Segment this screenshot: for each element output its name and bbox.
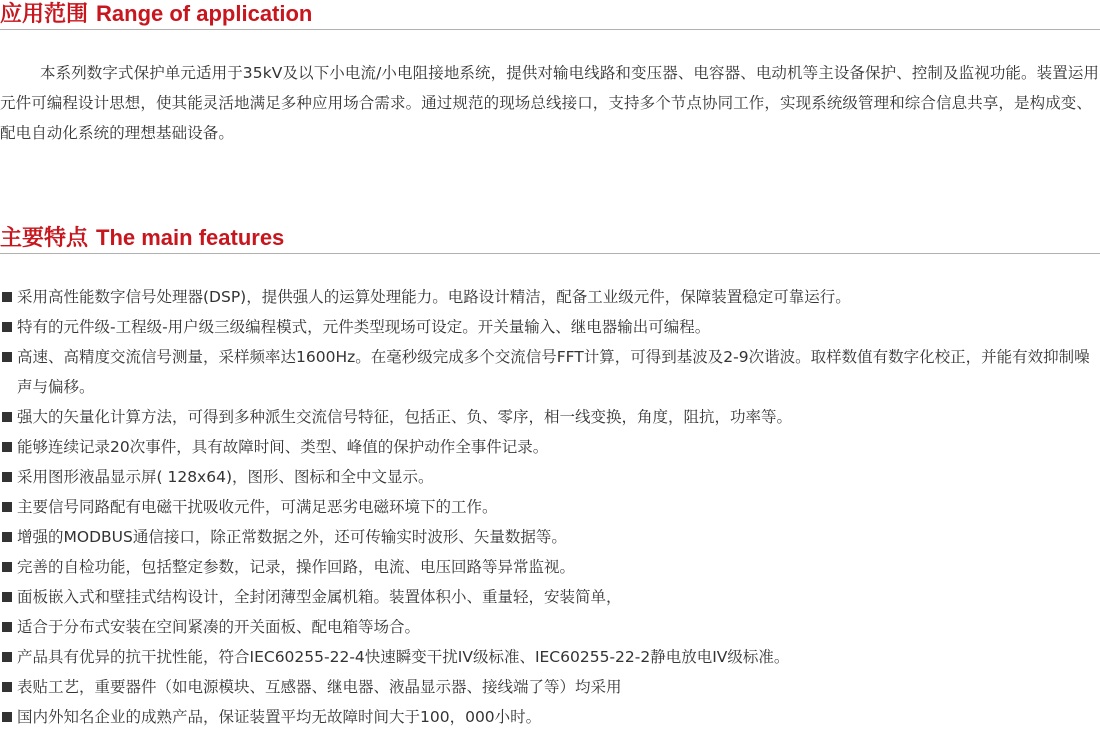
main-features-section — [0, 224, 1100, 726]
heading-divider — [0, 29, 1100, 30]
section-header — [0, 0, 1100, 30]
feature-item — [0, 642, 1100, 672]
feature-text: 高速、高精度交流信号测量，采样频率达1600Hz。在毫秒级完成多个交流信号FFT计算，可得到基波及2-9次谐波。取样数值有数字化校正，并能有效抑制噪声与偏移。 — [17, 348, 1090, 396]
feature-text: 表贴工艺，重要器件（如电源模块、互感器、继电器、液晶显示器、接线端了等）均采用 — [17, 678, 622, 696]
feature-text: 增强的MODBUS通信接口，除正常数据之外，还可传输实时波形、矢量数据等。 — [17, 528, 567, 546]
square-bullet-icon — [2, 652, 12, 662]
feature-text: 采用高性能数字信号处理器(DSP)，提供强人的运算处理能力。电路设计精洁，配备工业级元件，保障装置稳定可靠运行。 — [17, 288, 851, 306]
feature-text: 产品具有优异的抗干扰性能，符合IEC60255-22-4快速瞬变干扰IV级标准、IEC60255-22-2静电放电IV级标准。 — [17, 648, 790, 666]
square-bullet-icon — [2, 532, 12, 542]
square-bullet-icon — [2, 322, 12, 332]
feature-item — [0, 282, 1100, 312]
feature-text: 主要信号同路配有电磁干扰吸收元件，可满足恶劣电磁环境下的工作。 — [17, 498, 498, 516]
square-bullet-icon — [2, 352, 12, 362]
feature-text: 适合于分布式安装在空间紧凑的开关面板、配电箱等场合。 — [17, 618, 421, 636]
feature-item — [0, 612, 1100, 642]
heading-cn: 主要特点 — [0, 226, 89, 251]
feature-text: 强大的矢量化计算方法，可得到多种派生交流信号特征，包括正、负、零序，相一线变换，角度，阻抗，功率等。 — [17, 408, 793, 426]
square-bullet-icon — [2, 712, 12, 722]
heading-divider — [0, 253, 1100, 254]
feature-text: 国内外知名企业的成熟产品，保证装置平均无故障时间大于100，000小时。 — [17, 708, 542, 726]
square-bullet-icon — [2, 442, 12, 452]
feature-text: 面板嵌入式和壁挂式结构设计，全封闭薄型金属机箱。装置体积小、重量轻，安装简单， — [17, 588, 622, 606]
heading-cn: 应用范围 — [0, 2, 89, 27]
range-of-application-section — [0, 0, 1100, 142]
feature-text: 完善的自检功能，包括整定参数，记录，操作回路，电流、电压回路等异常监视。 — [17, 558, 576, 576]
square-bullet-icon — [2, 292, 12, 302]
feature-item — [0, 522, 1100, 552]
feature-item — [0, 312, 1100, 342]
feature-item — [0, 672, 1100, 702]
feature-item — [0, 552, 1100, 582]
heading-en: The main features — [96, 225, 285, 250]
section-header — [0, 224, 1100, 254]
feature-text: 采用图形液晶显示屏( 128x64)，图形、图标和全中文显示。 — [17, 468, 434, 486]
square-bullet-icon — [2, 502, 12, 512]
square-bullet-icon — [2, 682, 12, 692]
feature-item — [0, 702, 1100, 732]
square-bullet-icon — [2, 592, 12, 602]
feature-item — [0, 342, 1100, 402]
square-bullet-icon — [2, 562, 12, 572]
feature-item — [0, 462, 1100, 492]
range-paragraph: 本系列数字式保护单元适用于35kV及以下小电流/小电阻接地系统，提供对输电线路和变压器、电容器、电动机等主设备保护、控制及监视功能。装置运用元件可编程设计思想，使其能灵活地满足多种应用场合需求。通过规范的现场总线接口，支持多个节点协同工作，实现系统级管理和综合信息共享，是构成变、配电自动化系统的理想基础设备。 — [0, 64, 1100, 142]
section-heading — [0, 224, 284, 253]
feature-item — [0, 492, 1100, 522]
feature-item — [0, 402, 1100, 432]
square-bullet-icon — [2, 472, 12, 482]
section-heading — [0, 0, 312, 29]
square-bullet-icon — [2, 622, 12, 632]
feature-item — [0, 582, 1100, 612]
feature-item — [0, 432, 1100, 462]
square-bullet-icon — [2, 412, 12, 422]
heading-en: Range of application — [96, 1, 313, 26]
feature-text: 能够连续记录20次事件，具有故障时间、类型、峰值的保护动作全事件记录。 — [17, 438, 549, 456]
feature-text: 特有的元件级-工程级-用户级三级编程模式，元件类型现场可设定。开关量输入、继电器输出可编程。 — [17, 318, 711, 336]
feature-list — [0, 282, 1100, 732]
